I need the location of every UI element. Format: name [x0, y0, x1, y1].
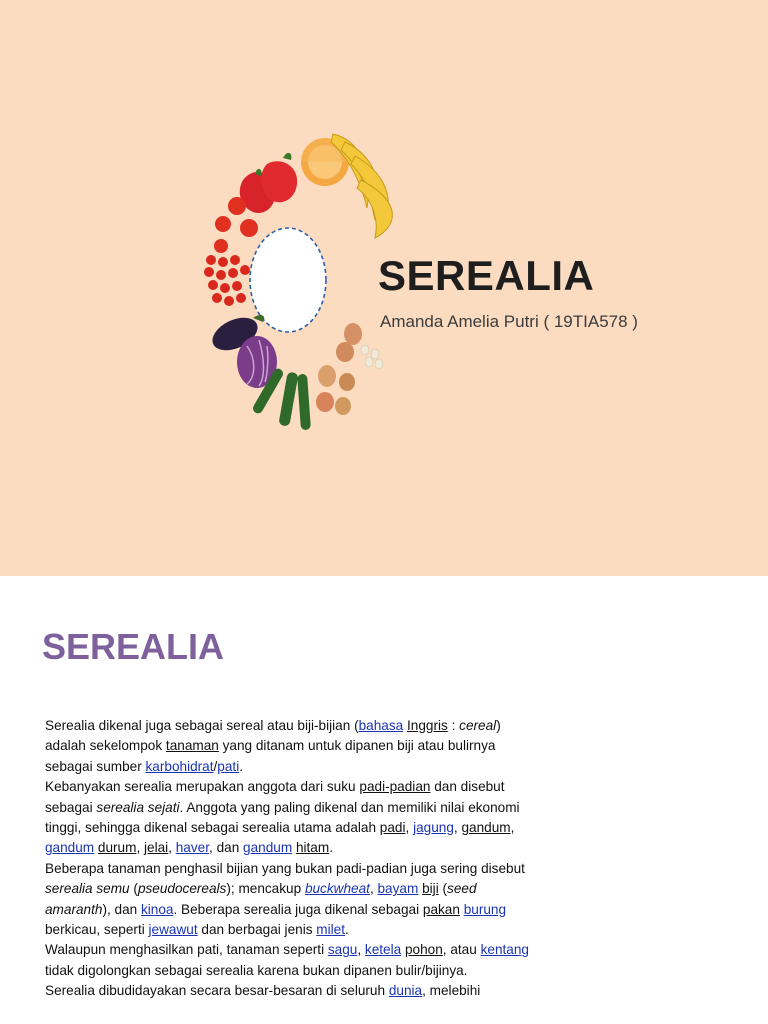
wiki-link[interactable]: sagu: [327, 942, 358, 958]
text-run: Serealia dikenal juga sebagai sereal atau biji-bijian (: [45, 718, 359, 733]
italic-term: seed amaranth: [45, 881, 477, 917]
wiki-link[interactable]: gandum: [243, 840, 293, 856]
text-run: ,: [369, 881, 378, 897]
garlic-icon: [361, 345, 383, 369]
wiki-link[interactable]: haver: [175, 840, 210, 856]
banana-icon: [331, 134, 392, 238]
italic-term: serealia semu: [45, 881, 130, 897]
wiki-link[interactable]: pati: [217, 758, 240, 774]
text-run: .: [345, 922, 349, 938]
text-run: :: [447, 718, 460, 733]
underlined-term: hitam: [295, 840, 330, 856]
wiki-link[interactable]: burung: [463, 901, 507, 917]
content-slide: [0, 576, 768, 1024]
underlined-term: padi: [379, 820, 406, 836]
body-paragraph: [45, 777, 540, 859]
text-run: ,: [357, 942, 365, 958]
wiki-link[interactable]: jewawut: [148, 922, 198, 938]
text-run: .: [329, 840, 333, 856]
underlined-term: padi-padian: [359, 779, 431, 795]
wiki-link[interactable]: ketela: [364, 942, 402, 958]
text-run: , dan: [209, 840, 244, 856]
text-run: /: [213, 758, 218, 774]
text-run: Beberapa tanaman penghasil bijian yang bukan padi-padian juga sering disebut: [45, 860, 525, 876]
wiki-link[interactable]: jagung: [413, 820, 454, 836]
wiki-link[interactable]: karbohidrat: [145, 758, 214, 774]
cherry-tomato-icon: [204, 255, 250, 306]
wiki-link[interactable]: buckwheat: [304, 881, 370, 897]
text-run: ) adalah sekelompok: [45, 718, 501, 754]
text-run: ,: [168, 840, 176, 856]
text-run: . Anggota yang paling dikenal dan memiliki nilai ekonomi tinggi, sehingga dikenal sebagai serealia utama adalah: [45, 799, 520, 836]
content-body: [45, 716, 540, 1002]
underlined-term: gandum: [461, 820, 511, 836]
text-run: berkicau, seperti: [45, 922, 149, 938]
body-paragraph: [45, 716, 540, 777]
text-run: ,: [405, 820, 414, 836]
wiki-link[interactable]: kinoa: [140, 901, 174, 917]
wiki-link[interactable]: bahasa: [358, 718, 404, 733]
underlined-term: jelai: [144, 840, 169, 856]
text-run: (: [438, 881, 448, 897]
wiki-link[interactable]: bayam: [377, 881, 419, 897]
text-run: dan berbagai jenis: [197, 922, 317, 938]
underlined-term: pohon: [404, 942, 443, 958]
text-run: yang ditanam untuk dipanen biji atau bulirnya sebagai sumber: [45, 738, 496, 774]
text-run: ,: [453, 820, 462, 836]
text-run: , melebihi: [422, 983, 481, 999]
italic-term: pseudocereals: [137, 881, 227, 897]
underlined-term: durum: [97, 840, 137, 856]
red-pepper-icon: [240, 153, 297, 213]
text-run: ); mencakup: [226, 881, 305, 897]
slide-title: SEREALIA: [378, 252, 595, 299]
text-run: Serealia dibudidayakan secara besar-besaran di seluruh: [45, 983, 389, 999]
text-run: .: [239, 758, 243, 774]
underlined-term: Inggris: [407, 718, 448, 733]
slide-subtitle: Amanda Amelia Putri ( 19TIA578 ): [380, 312, 638, 331]
wiki-link[interactable]: dunia: [388, 983, 423, 999]
text-run: ), dan: [102, 901, 141, 917]
text-run: ,: [136, 840, 144, 856]
wiki-link[interactable]: milet: [316, 922, 345, 938]
wiki-link[interactable]: kentang: [480, 942, 529, 958]
underlined-term: pakan: [422, 901, 460, 917]
text-run: (: [129, 881, 138, 897]
text-run: Walaupun menghasilkan pati, tanaman seperti: [45, 942, 328, 958]
text-run: dan disebut sebagai: [45, 779, 505, 815]
text-run: ,: [510, 820, 515, 836]
content-title: SEREALIA: [42, 626, 225, 667]
text-run: , atau: [442, 942, 481, 958]
body-paragraph: [45, 859, 540, 941]
wiki-link[interactable]: gandum: [45, 840, 95, 856]
underlined-term: biji: [422, 881, 439, 897]
italic-term: cereal: [459, 718, 497, 733]
body-paragraph: [45, 981, 540, 1001]
text-run: . Beberapa serealia juga dikenal sebagai: [173, 901, 423, 917]
body-paragraph: [45, 940, 540, 981]
italic-term: serealia sejati: [96, 799, 180, 815]
text-run: Kebanyakan serealia merupakan anggota dari suku: [45, 779, 360, 795]
underlined-term: tanaman: [165, 738, 219, 754]
text-run: tidak digolongkan sebagai serealia karena bukan dipanen bulir/bijinya.: [45, 962, 468, 978]
potato-icon: [316, 323, 362, 415]
